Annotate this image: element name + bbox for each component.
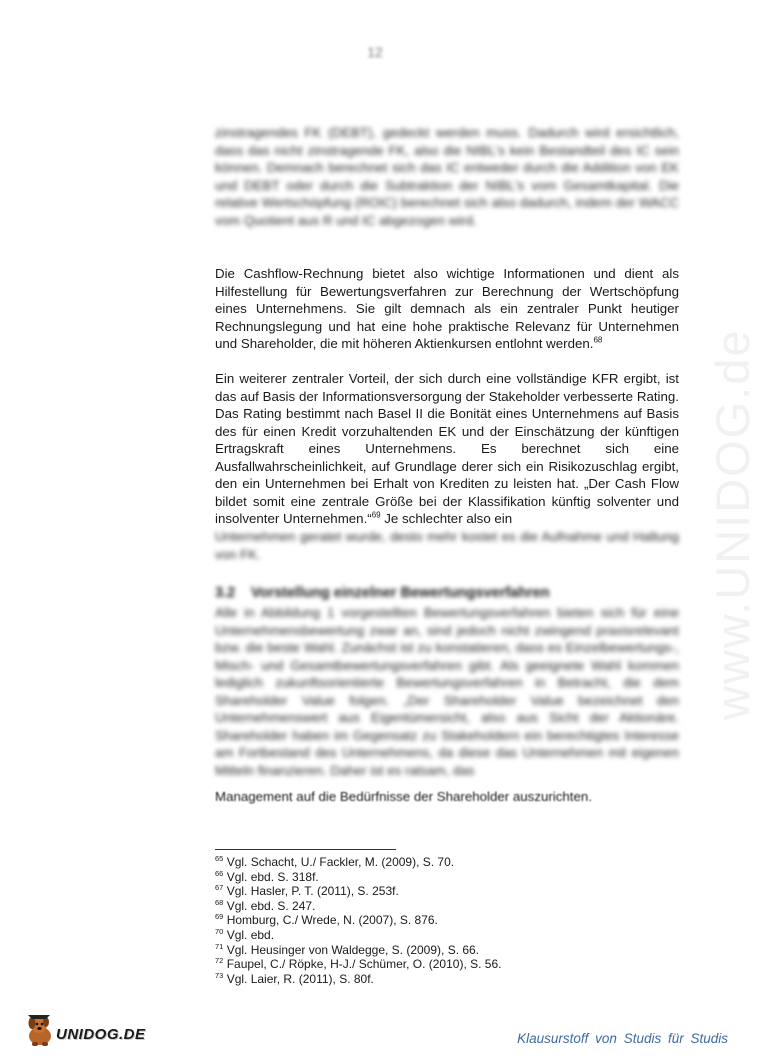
footnote-text: Vgl. Laier, R. (2011), S. 80f. [226,971,374,986]
footnote-text: Faupel, C./ Röpke, H-J./ Schümer, O. (2010), S. 56. [226,957,502,972]
footnote [215,855,679,870]
footer-slogan: Klausurstoff von Studis für Studis [517,1031,728,1046]
footnote [215,870,679,885]
section-heading [215,585,679,601]
footnote-number: 68 [215,897,224,907]
footnote-ref: 69 [371,510,381,520]
watermark: www.UNIDOG.de [706,328,759,720]
blurred-paragraph: Alle in Abbildung 1 vorgestellten Bewertungsverfahren bieten sich für eine Unternehmensbewertung zwar an, sind jedoch nicht zwingend praxisrelevant bzw. die beste Wahl. Zunächst ist zu konstatieren, dass es Einzelbewertungs-, Misch- und Gesamtbewertungsverfahren gibt. Als geeignete Wahl kommen lediglich zukunftsorientierte Bewertungsverfahren in Betracht, die dem Shareholder Value folgen. „Der Shareholder Value bezeichnet den Unternehmenswert aus Eigentümersicht, also aus Sicht der Aktionäre. Shareholder haben im Gegensatz zu Stakeholdern ein berechtigtes Interesse am Fortbestand des Unternehmens, da diese das Unternehmen mit eigenen Mitteln finanzieren. Daher ist es ratsam, das [215,605,679,778]
paragraph-cashflow [215,265,679,353]
page-number: 12 [367,44,383,60]
paragraph-rating [215,370,679,528]
footnote-text: Vgl. Hasler, P. T. (2011), S. 253f. [226,884,399,899]
footnote [215,899,679,914]
footnote-number: 70 [215,926,224,936]
footnote-number: 65 [215,854,224,863]
footnote [215,884,679,899]
footnote-text: Vgl. Heusinger von Waldegge, S. (2009), S. 66. [226,942,480,957]
footnotes [215,855,679,986]
footnote [215,943,679,958]
paragraph-text: Ein weiterer zentraler Vorteil, der sich durch eine vollständige KFR ergibt, ist das auf Basis der Informationsversorgung der Stakeholder verbesserte Rating. Das Rating bestimmt nach Basel II die Bonität eines Unternehmens auf Basis des für einen Kredit vorzuhaltenden EK und der Einschätzung der künftigen Ertragskraft eines Unternehmens. Es berechnet sich eine Ausfallwahrscheinlichkeit, auf Grundlage derer sich ein Risikozuschlag ergibt, den ein Unternehmen bei Erhalt von Krediten zu leisten hat. „Der Cash Flow bildet somit eine zentrale Größe bei der Klassifikation künftig solventer und insolventer Unternehmen.“ [215,371,679,526]
blurred-paragraph: zinstragendes FK (DEBT), gedeckt werden muss. Dadurch wird ersichtlich, dass das nicht zinstragende FK, also die NIBL's kein Bestandteil des IC sein können. Demnach berechnet sich das IC entweder durch die Addition von EK und DEBT oder durch die Subtraktion der NIBL's vom Gesamtkapital. Die relative Wertschöpfung (ROIC) berechnet sich also dadurch, indem der WACC vom Quotient aus R und IC abgezogen wird. [215,125,679,228]
footnote-number: 73 [215,970,224,980]
logo-text: UNIDOG.DE [56,1026,146,1043]
paragraph-last-line: Management auf die Bedürfnisse der Shareholder auszurichten. [215,789,592,804]
footnote-text: Vgl. Schacht, U./ Fackler, M. (2009), S. 70. [226,855,455,869]
footnote-text: Vgl. ebd. S. 247. [226,898,316,913]
section-title: Vorstellung einzelner Bewertungsverfahren [251,585,550,601]
footnote-number: 71 [215,941,224,951]
footnote [215,913,679,928]
footnote-divider [215,849,396,850]
footnote-number: 69 [215,912,224,922]
section-number: 3.2 [215,585,236,601]
footnote-text: Vgl. ebd. [226,927,275,942]
footnote-number: 66 [215,868,224,878]
footnote [215,972,679,987]
blurred-paragraph-tail: Unternehmen geratet wurde, desto mehr kostet es die Aufnahme und Haltung von FK. [215,529,679,562]
footnote-ref: 68 [593,335,603,345]
footnote-text: Vgl. ebd. S. 318f. [226,869,319,884]
footnote-number: 67 [215,883,224,893]
footnote [215,957,679,972]
footnote-number: 72 [215,956,224,966]
footnote-text: Homburg, C./ Wrede, N. (2007), S. 876. [226,913,438,928]
footnote [215,928,679,943]
paragraph-text: Die Cashflow-Rechnung bietet also wichtige Informationen und dient als Hilfestellung für Bewertungsverfahren zur Berechnung der Wertschöpfung eines Unternehmens. Sie gilt demnach als ein zentraler Punkt heutiger Rechnungslegung und hat eine hohe praktische Relevanz für Unternehmen und Shareholder, die mit höheren Aktienkursen entlohnt werden. [215,266,679,351]
paragraph-text-after: Je schlechter also ein [380,511,513,526]
